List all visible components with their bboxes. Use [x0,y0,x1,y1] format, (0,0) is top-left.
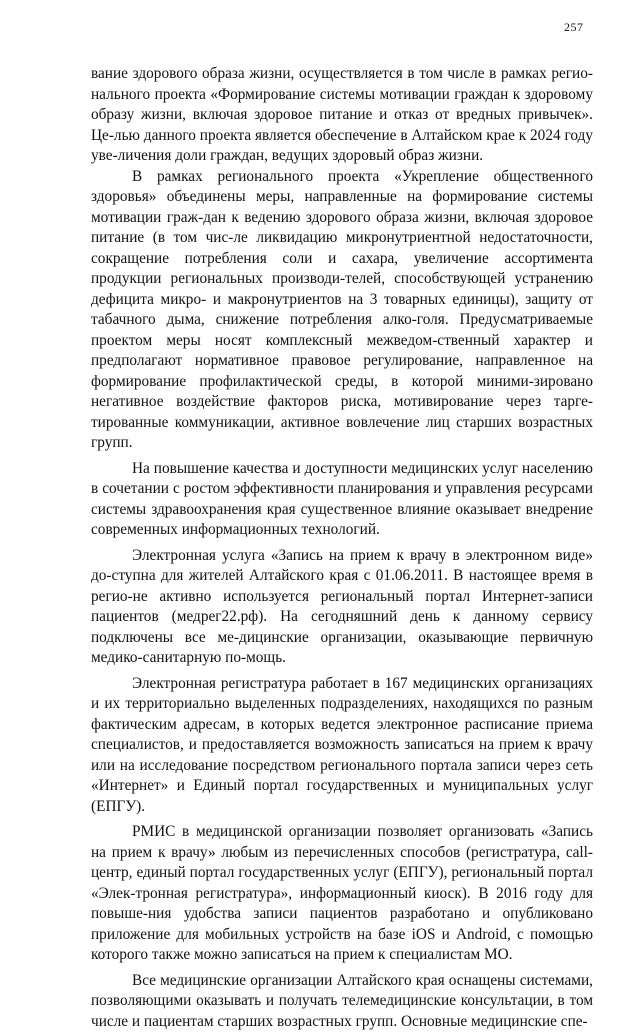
paragraph-7: Все медицинские организации Алтайского края оснащены системами, позволяющими оказывать и получать телемедицинские консультации, в том числе и пациентам старших возрастных групп. Основные медицинские спе- [91,971,593,1032]
page-number: 257 [564,20,584,35]
document-body [91,64,593,1032]
paragraph-1: вание здорового образа жизни, осуществляется в том числе в рамках регио-нального проекта «Формирование системы мотивации граждан к здоровому образу жизни, включая здоровое питание и отказ от вредных привычек». Це-лью данного проекта является обеспечение в Алтайском крае к 2024 году уве-личения доли граждан, ведущих здоровый образ жизни. [91,64,593,167]
paragraph-3: На повышение качества и доступности медицинских услуг населению в сочетании с ростом эффективности планирования и управления ресурсами системы здравоохранения края существенное влияние оказывает внедрение современных информационных технологий. [91,459,593,541]
paragraph-6: РМИС в медицинской организации позволяет организовать «Запись на прием к врачу» любым из перечисленных способов (регистратура, call-центр, единый портал государственных услуг (ЕПГУ), региональный портал «Элек-тронная регистратура», информационный киоск). В 2016 году для повыше-ния удобства записи пациентов разработано и опубликовано приложение для мобильных устройств на базе iOS и Android, с помощью которого также можно записаться на прием к специалистам МО. [91,822,593,966]
paragraph-4: Электронная услуга «Запись на прием к врачу в электронном виде» до-ступна для жителей Алтайского края с 01.06.2011. В настоящее время в регио-не активно используется региональный портал Интернет-записи пациентов (медрег22.рф). На сегодняшний день к данному сервису подключены все ме-дицинские организации, оказывающие первичную медико-санитарную по-мощь. [91,546,593,669]
paragraph-5: Электронная регистратура работает в 167 медицинских организациях и их территориально выделенных подразделениях, находящихся по разным фактическим адресам, в которых ведется электронное расписание приема специалистов, и предоставляется возможность записаться на прием к врачу или на исследование посредством регионального портала записи через сеть «Интернет» и Единый портал государственных и муниципальных услуг (ЕПГУ). [91,674,593,818]
paragraph-2: В рамках регионального проекта «Укрепление общественного здоровья» объединены меры, направленные на формирование системы мотивации граж-дан к ведению здорового образа жизни, включая здоровое питание (в том чис-ле ликвидацию микронутриентной недостаточности, сокращение потребления соли и сахара, увеличение ассортимента продукции региональных производи-телей, способствующей устранению дефицита микро- и макронутриентов на 3 товарных единицы), защиту от табачного дыма, снижение потребления алко-голя. Предусматриваемые проектом меры носят комплексный межведом-ственный характер и предполагают нормативное правовое регулирование, направленное на формирование профилактической среды, в которой миними-зировано негативное воздействие факторов риска, мотивирование через тарге-тированные коммуникации, активное вовлечение лиц старших возрастных групп. [91,167,593,454]
